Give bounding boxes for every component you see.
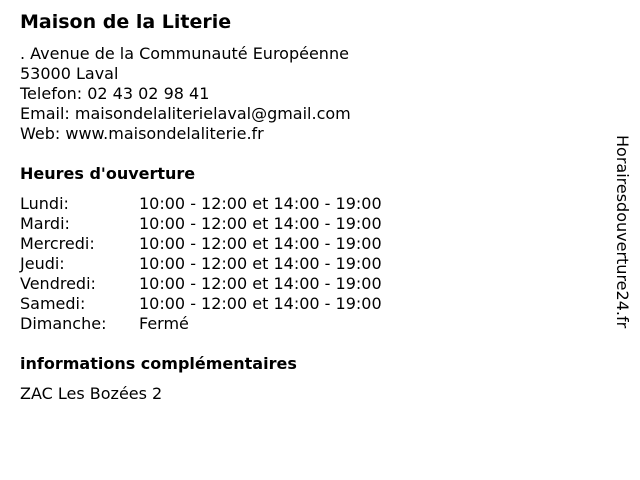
day-label: Dimanche: [20, 314, 107, 333]
business-name: Maison de la Literie [20, 11, 232, 33]
day-label: Samedi: [20, 294, 86, 313]
extra-info-heading: informations complémentaires [20, 354, 297, 373]
time-value: 10:00 - 12:00 et 14:00 - 19:00 [139, 254, 382, 273]
time-value: 10:00 - 12:00 et 14:00 - 19:00 [139, 294, 382, 313]
day-label: Jeudi: [20, 254, 65, 273]
day-label: Mardi: [20, 214, 70, 233]
day-label: Mercredi: [20, 234, 95, 253]
email-line[interactable]: Email: maisondelaliterielaval@gmail.com [20, 104, 351, 123]
day-label: Lundi: [20, 194, 69, 213]
day-label: Vendredi: [20, 274, 96, 293]
site-watermark [612, 135, 632, 375]
time-value: 10:00 - 12:00 et 14:00 - 19:00 [139, 194, 382, 213]
time-value: 10:00 - 12:00 et 14:00 - 19:00 [139, 214, 382, 233]
extra-info-text: ZAC Les Bozées 2 [20, 384, 163, 403]
time-value: 10:00 - 12:00 et 14:00 - 19:00 [139, 274, 382, 293]
watermark-text: Horairesdouverture24.fr [613, 135, 632, 329]
time-value: Fermé [139, 314, 189, 333]
time-value: 10:00 - 12:00 et 14:00 - 19:00 [139, 234, 382, 253]
contact-block [20, 44, 351, 144]
address-line-2: 53000 Laval [20, 64, 119, 83]
hours-heading: Heures d'ouverture [20, 164, 196, 183]
phone-line[interactable]: Telefon: 02 43 02 98 41 [20, 84, 210, 103]
address-line-1: . Avenue de la Communauté Européenne [20, 44, 349, 63]
web-line[interactable]: Web: www.maisondelaliterie.fr [20, 124, 264, 143]
